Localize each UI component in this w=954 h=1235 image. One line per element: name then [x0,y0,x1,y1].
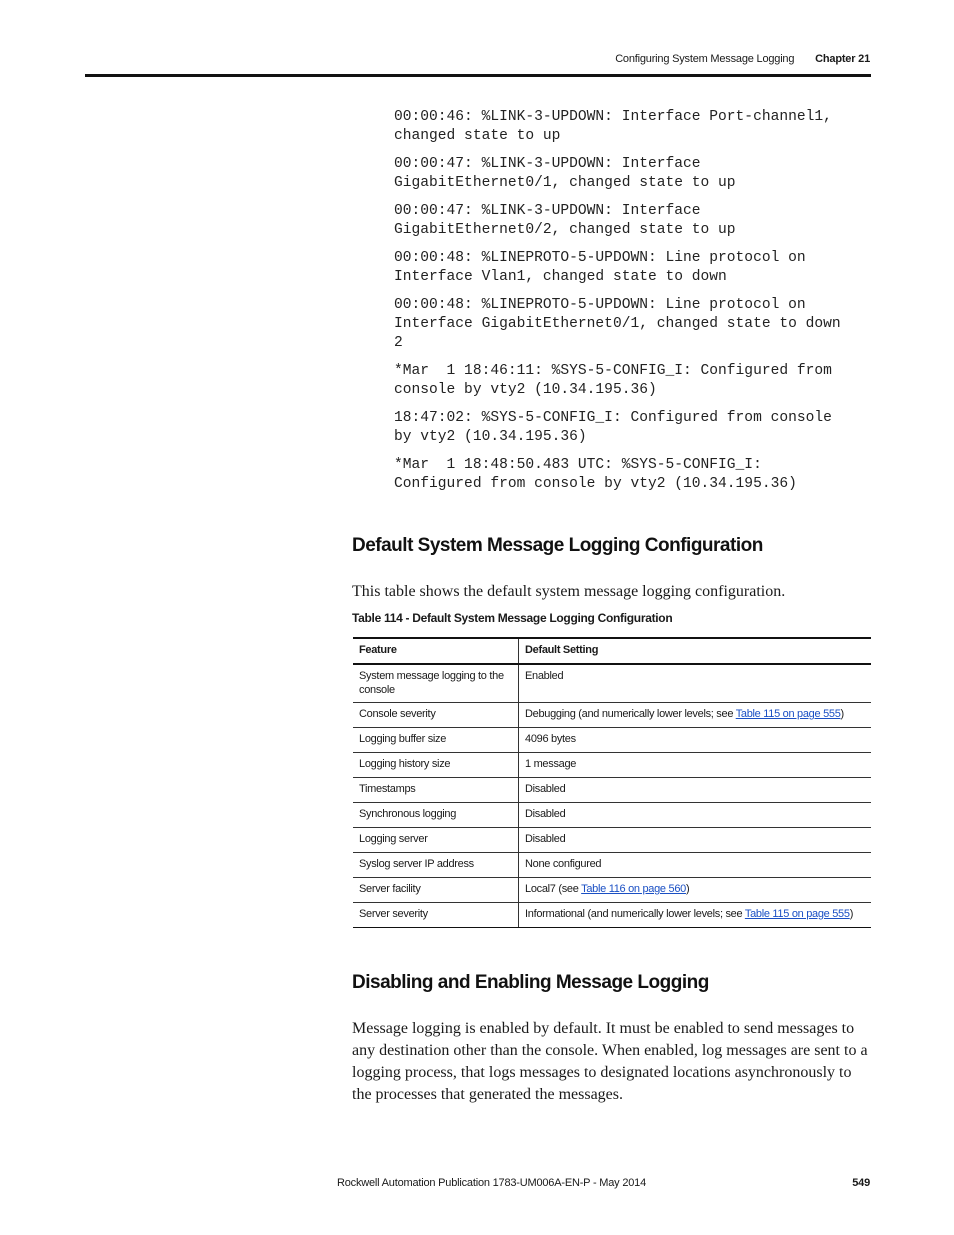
setting-text: 4096 bytes [525,733,576,745]
default-setting-cell [519,828,872,853]
setting-text: Debugging (and numerically lower levels; see [525,708,736,720]
code-line: 00:00:48: %LINEPROTO-5-UPDOWN: Line protocol on Interface GigabitEthernet0/1, changed state to down 2 [394,297,841,351]
setting-text-suffix: ) [840,708,844,720]
table-reference-link[interactable]: Table 115 on page 555 [735,708,841,720]
code-example [394,108,874,503]
code-line: 00:00:48: %LINEPROTO-5-UPDOWN: Line protocol on Interface Vlan1, changed state to down [394,250,806,285]
table-row [353,903,871,928]
table-row [353,803,871,828]
table-row [353,853,871,878]
feature-cell: Logging buffer size [353,728,519,753]
default-setting-cell [519,753,872,778]
table-row [353,728,871,753]
column-header-feature: Feature [353,638,519,664]
default-setting-cell [519,853,872,878]
default-config-table [353,637,871,928]
page-header [615,53,870,65]
code-line: 00:00:47: %LINK-3-UPDOWN: Interface GigabitEthernet0/1, changed state to up [394,156,736,191]
default-setting-cell [519,664,872,703]
feature-cell: System message logging to the console [353,664,519,703]
code-line: 18:47:02: %SYS-5-CONFIG_I: Configured from console by vty2 (10.34.195.36) [394,410,832,445]
setting-text-suffix: ) [685,883,690,895]
table-row [353,703,871,728]
page-number: 549 [852,1177,870,1189]
feature-cell: Logging history size [353,753,519,778]
setting-text: Disabled [525,808,566,820]
feature-cell: Syslog server IP address [353,853,519,878]
feature-cell: Console severity [353,703,519,728]
header-section-title: Configuring System Message Logging [615,53,795,65]
feature-cell: Server facility [353,878,519,903]
setting-text: Local7 (see [525,883,582,895]
setting-text-suffix: ) [849,908,854,920]
body-paragraph: Message logging is enabled by default. It must be enabled to send messages to any destination other than the console. When enabled, log messages are sent to a logging process, that logs messages to designated locations asynchronously to the processes that generated the messages. [352,1020,868,1103]
setting-text: Enabled [525,670,564,682]
table-reference-link[interactable]: Table 115 on page 555 [744,908,850,920]
setting-text: Disabled [525,833,566,845]
section-heading-disabling-enabling: Disabling and Enabling Message Logging [352,972,709,993]
table-row [353,828,871,853]
default-setting-cell [519,903,872,928]
table-header-row [353,638,871,664]
feature-cell: Synchronous logging [353,803,519,828]
table-caption: Table 114 - Default System Message Logging Configuration [352,611,673,625]
setting-text: None configured [525,858,602,870]
setting-text: Informational (and numerically lower levels; see [525,908,745,920]
feature-cell: Server severity [353,903,519,928]
feature-cell: Logging server [353,828,519,853]
table-row [353,778,871,803]
footer-publication: Rockwell Automation Publication 1783-UM006A-EN-P - May 2014 [337,1177,646,1189]
setting-text: Disabled [525,783,566,795]
default-setting-cell [519,803,872,828]
header-chapter: Chapter 21 [815,53,870,65]
code-line: *Mar 1 18:46:11: %SYS-5-CONFIG_I: Configured from console by vty2 (10.34.195.36) [394,363,832,398]
intro-paragraph: This table shows the default system message logging configuration. [352,583,786,600]
code-line: *Mar 1 18:48:50.483 UTC: %SYS-5-CONFIG_I: Configured from console by vty2 (10.34.195.36) [394,457,797,492]
column-header-default-setting: Default Setting [519,638,872,664]
table-row [353,753,871,778]
code-line: 00:00:47: %LINK-3-UPDOWN: Interface GigabitEthernet0/2, changed state to up [394,203,736,238]
header-rule [85,74,871,77]
default-setting-cell [519,728,872,753]
table-row [353,878,871,903]
section-heading-default-config: Default System Message Logging Configuration [352,535,763,556]
code-line: 00:00:46: %LINK-3-UPDOWN: Interface Port-channel1, changed state to up [394,109,832,144]
table-reference-link[interactable]: Table 116 on page 560 [581,883,686,895]
default-setting-cell [519,703,872,728]
default-setting-cell [519,778,872,803]
feature-cell: Timestamps [353,778,519,803]
default-setting-cell [519,878,872,903]
table-row [353,664,871,703]
setting-text: 1 message [525,758,577,770]
